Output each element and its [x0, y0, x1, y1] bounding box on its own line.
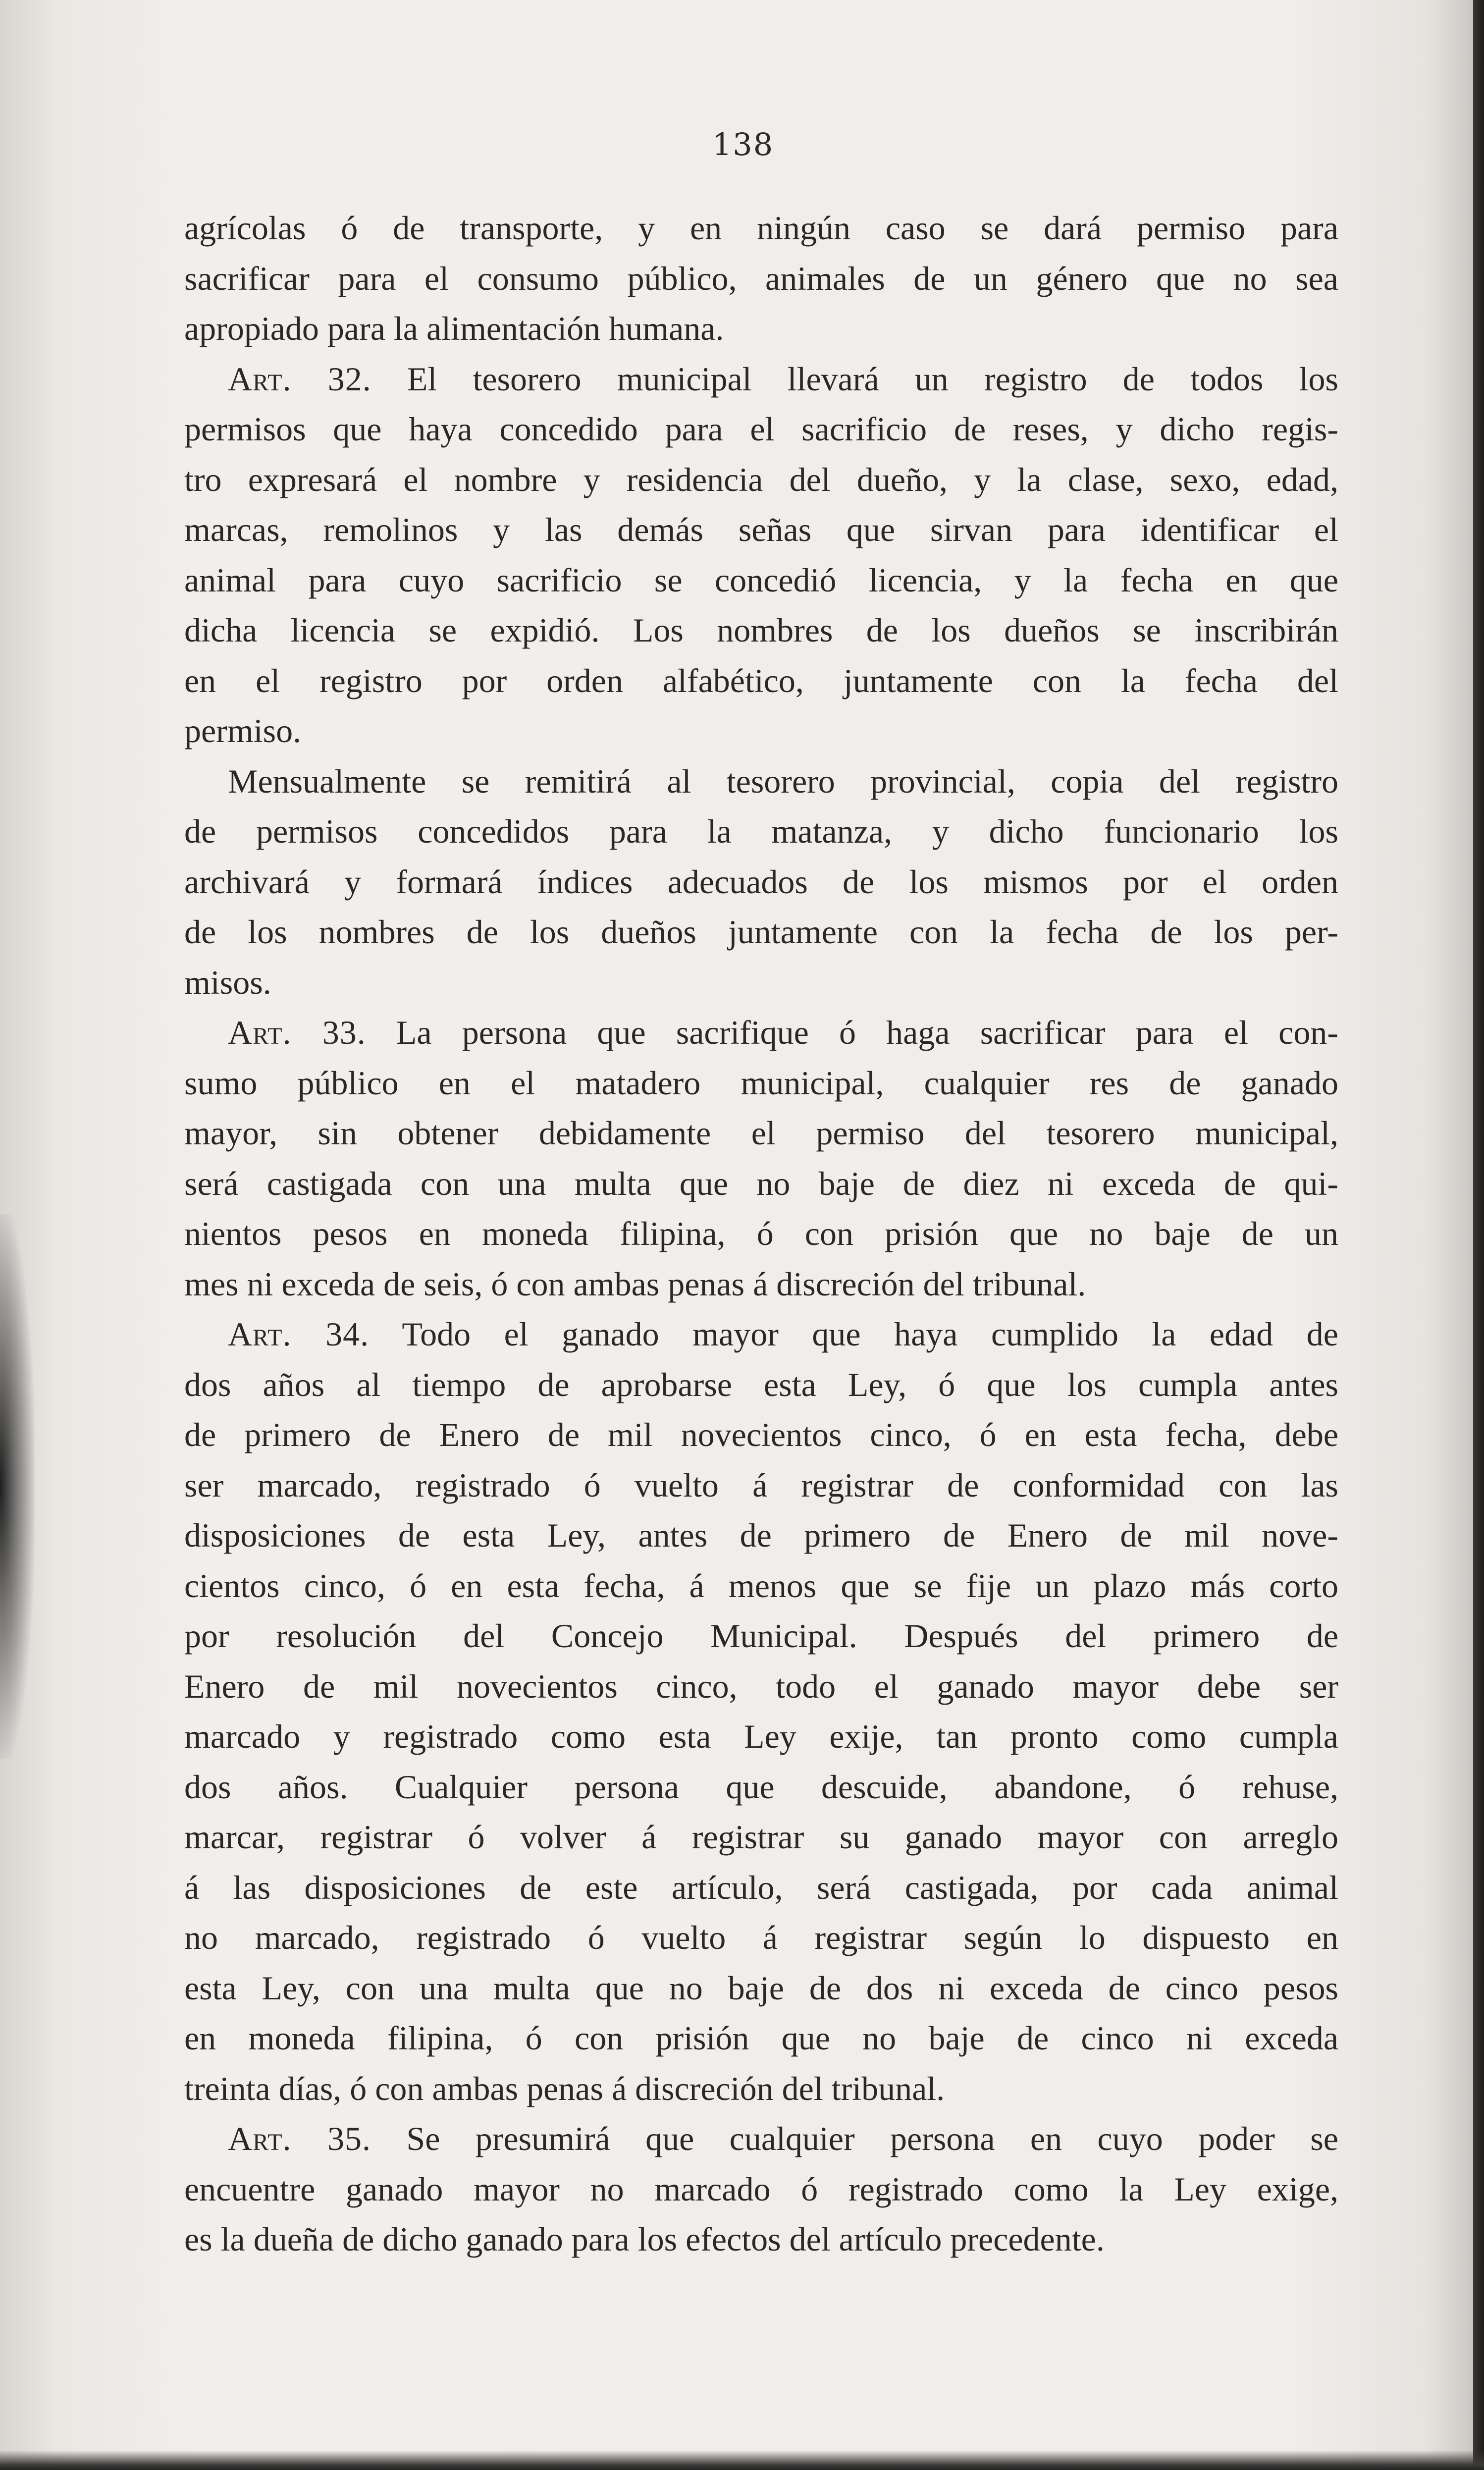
article-label: Art. 34.	[228, 1315, 370, 1353]
text-line	[184, 354, 1338, 405]
paragraph-art-32	[184, 354, 1338, 756]
line-text: marcado y registrado como esta Ley exije, tan pronto como cumpla	[184, 1718, 1338, 1755]
text-line	[184, 1108, 1338, 1159]
text-line	[184, 1762, 1338, 1813]
text-line	[184, 605, 1338, 656]
text-line	[184, 958, 1338, 1008]
line-text: será castigada con una multa que no baje de diez ni exceda de qui-	[184, 1164, 1338, 1202]
line-text: Se presumirá que cualquier persona en cuyo poder se	[371, 2120, 1338, 2157]
text-line	[184, 1913, 1338, 1963]
line-text: de los nombres de los dueños juntamente con la fecha de los per-	[184, 913, 1338, 951]
line-text: nientos pesos en moneda filipina, ó con prisión que no baje de un	[184, 1215, 1338, 1252]
line-text: por resolución del Concejo Municipal. Después del primero de	[184, 1617, 1338, 1655]
line-text: dos años al tiempo de aprobarse esta Ley, ó que los cumpla antes	[184, 1365, 1338, 1403]
line-text: mayor, sin obtener debidamente el permiso del tesorero municipal,	[184, 1114, 1338, 1152]
line-text: no marcado, registrado ó vuelto á registrar según lo dispuesto en	[184, 1919, 1338, 1956]
page-edge-right	[1473, 0, 1484, 2470]
text-line	[184, 1309, 1338, 1360]
text-line	[184, 1812, 1338, 1863]
text-line	[184, 1712, 1338, 1762]
line-text: sacrificar para el consumo público, animales de un género que no sea	[184, 259, 1338, 297]
text-line	[184, 2164, 1338, 2215]
line-text: Mensualmente se remitirá al tesorero provincial, copia del registro	[228, 762, 1338, 800]
text-line	[184, 1510, 1338, 1561]
line-text: esta Ley, con una multa que no baje de dos ni exceda de cinco pesos	[184, 1969, 1338, 2007]
text-line	[184, 756, 1338, 807]
line-text: cientos cinco, ó en esta fecha, á menos que se fije un plazo más corto	[184, 1566, 1338, 1605]
line-text: agrícolas ó de transporte, y en ningún caso se dará permiso para	[184, 209, 1338, 247]
line-text: treinta días, ó con ambas penas á discreción del tribunal.	[184, 2069, 945, 2107]
line-text: de permisos concedidos para la matanza, y dicho funcionario los	[184, 812, 1338, 850]
text-line	[184, 907, 1338, 958]
text-line	[184, 1159, 1338, 1209]
line-text: misos.	[184, 963, 271, 1001]
text-line	[184, 857, 1338, 908]
text-line	[184, 1561, 1338, 1611]
paragraph	[184, 203, 1338, 354]
text-line	[184, 555, 1338, 606]
paragraph	[184, 756, 1338, 1008]
line-text: mes ni exceda de seis, ó con ambas penas á discreción del tribunal.	[184, 1265, 1086, 1303]
line-text: dos años. Cualquier persona que descuide, abandone, ó rehuse,	[184, 1768, 1338, 1806]
line-text: La persona que sacrifique ó haga sacrificar para el con-	[366, 1014, 1339, 1051]
line-text: disposiciones de esta Ley, antes de primero de Enero de mil nove-	[184, 1516, 1338, 1554]
text-line	[184, 1209, 1338, 1259]
line-text: animal para cuyo sacrificio se concedió licencia, y la fecha en que	[184, 561, 1338, 599]
line-text: marcar, registrar ó volver á registrar su ganado mayor con arreglo	[184, 1818, 1338, 1856]
text-line	[184, 806, 1338, 857]
line-text: sumo público en el matadero municipal, cualquier res de ganado	[184, 1064, 1338, 1102]
text-line	[184, 2064, 1338, 2114]
line-text: en el registro por orden alfabético, juntamente con la fecha del	[184, 661, 1338, 699]
text-line	[184, 455, 1338, 505]
line-text: ser marcado, registrado ó vuelto á registrar de conformidad con las	[184, 1466, 1338, 1504]
line-text: archivará y formará índices adecuados de los mismos por el orden	[184, 862, 1338, 901]
line-text: Todo el ganado mayor que haya cumplido la edad de	[369, 1315, 1338, 1353]
paragraph-art-35	[184, 2114, 1338, 2265]
body-text	[184, 203, 1338, 2265]
text-line	[184, 505, 1338, 555]
binding-shadow	[0, 1214, 35, 1759]
text-line	[184, 1611, 1338, 1662]
text-line	[184, 1963, 1338, 2014]
line-text: en moneda filipina, ó con prisión que no baje de cinco ni exceda	[184, 2019, 1338, 2057]
line-text: Enero de mil novecientos cinco, todo el ganado mayor debe ser	[184, 1667, 1338, 1705]
text-line	[184, 1008, 1338, 1058]
article-label: Art. 32.	[228, 360, 371, 398]
text-line	[184, 1863, 1338, 1913]
line-text: marcas, remolinos y las demás señas que sirvan para identificar el	[184, 511, 1338, 548]
text-line	[184, 203, 1338, 254]
text-line	[184, 2114, 1338, 2164]
page-edge-bottom	[0, 2450, 1484, 2470]
text-line	[184, 2214, 1338, 2265]
text-line	[184, 2013, 1338, 2064]
text-line	[184, 1410, 1338, 1460]
line-text: tro expresará el nombre y residencia del dueño, y la clase, sexo, edad,	[184, 460, 1338, 498]
line-text: es la dueña de dicho ganado para los efectos del artículo precedente.	[184, 2220, 1105, 2258]
text-line	[184, 1058, 1338, 1109]
text-line	[184, 1259, 1338, 1310]
line-text: de primero de Enero de mil novecientos cinco, ó en esta fecha, debe	[184, 1416, 1338, 1453]
text-line	[184, 304, 1338, 354]
article-label: Art. 33.	[228, 1014, 366, 1051]
text-line	[184, 1460, 1338, 1511]
line-text: á las disposiciones de este artículo, será castigada, por cada animal	[184, 1868, 1338, 1906]
page-number: 138	[712, 126, 774, 162]
text-line	[184, 254, 1338, 304]
line-text: apropiado para la alimentación humana.	[184, 310, 724, 347]
paragraph-art-34	[184, 1309, 1338, 2114]
text-line	[184, 404, 1338, 455]
article-label: Art. 35.	[228, 2120, 371, 2157]
text-line	[184, 1662, 1338, 1712]
paragraph-art-33	[184, 1008, 1338, 1309]
line-text: El tesorero municipal llevará un registro de todos los	[371, 360, 1338, 398]
line-text: permiso.	[184, 712, 302, 750]
text-line	[184, 1360, 1338, 1410]
text-line	[184, 656, 1338, 706]
text-line	[184, 706, 1338, 756]
line-text: permisos que haya concedido para el sacrificio de reses, y dicho regis-	[184, 410, 1338, 448]
line-text: dicha licencia se expidió. Los nombres de los dueños se inscribirán	[184, 611, 1338, 649]
line-text: encuentre ganado mayor no marcado ó registrado como la Ley exige,	[184, 2170, 1338, 2208]
